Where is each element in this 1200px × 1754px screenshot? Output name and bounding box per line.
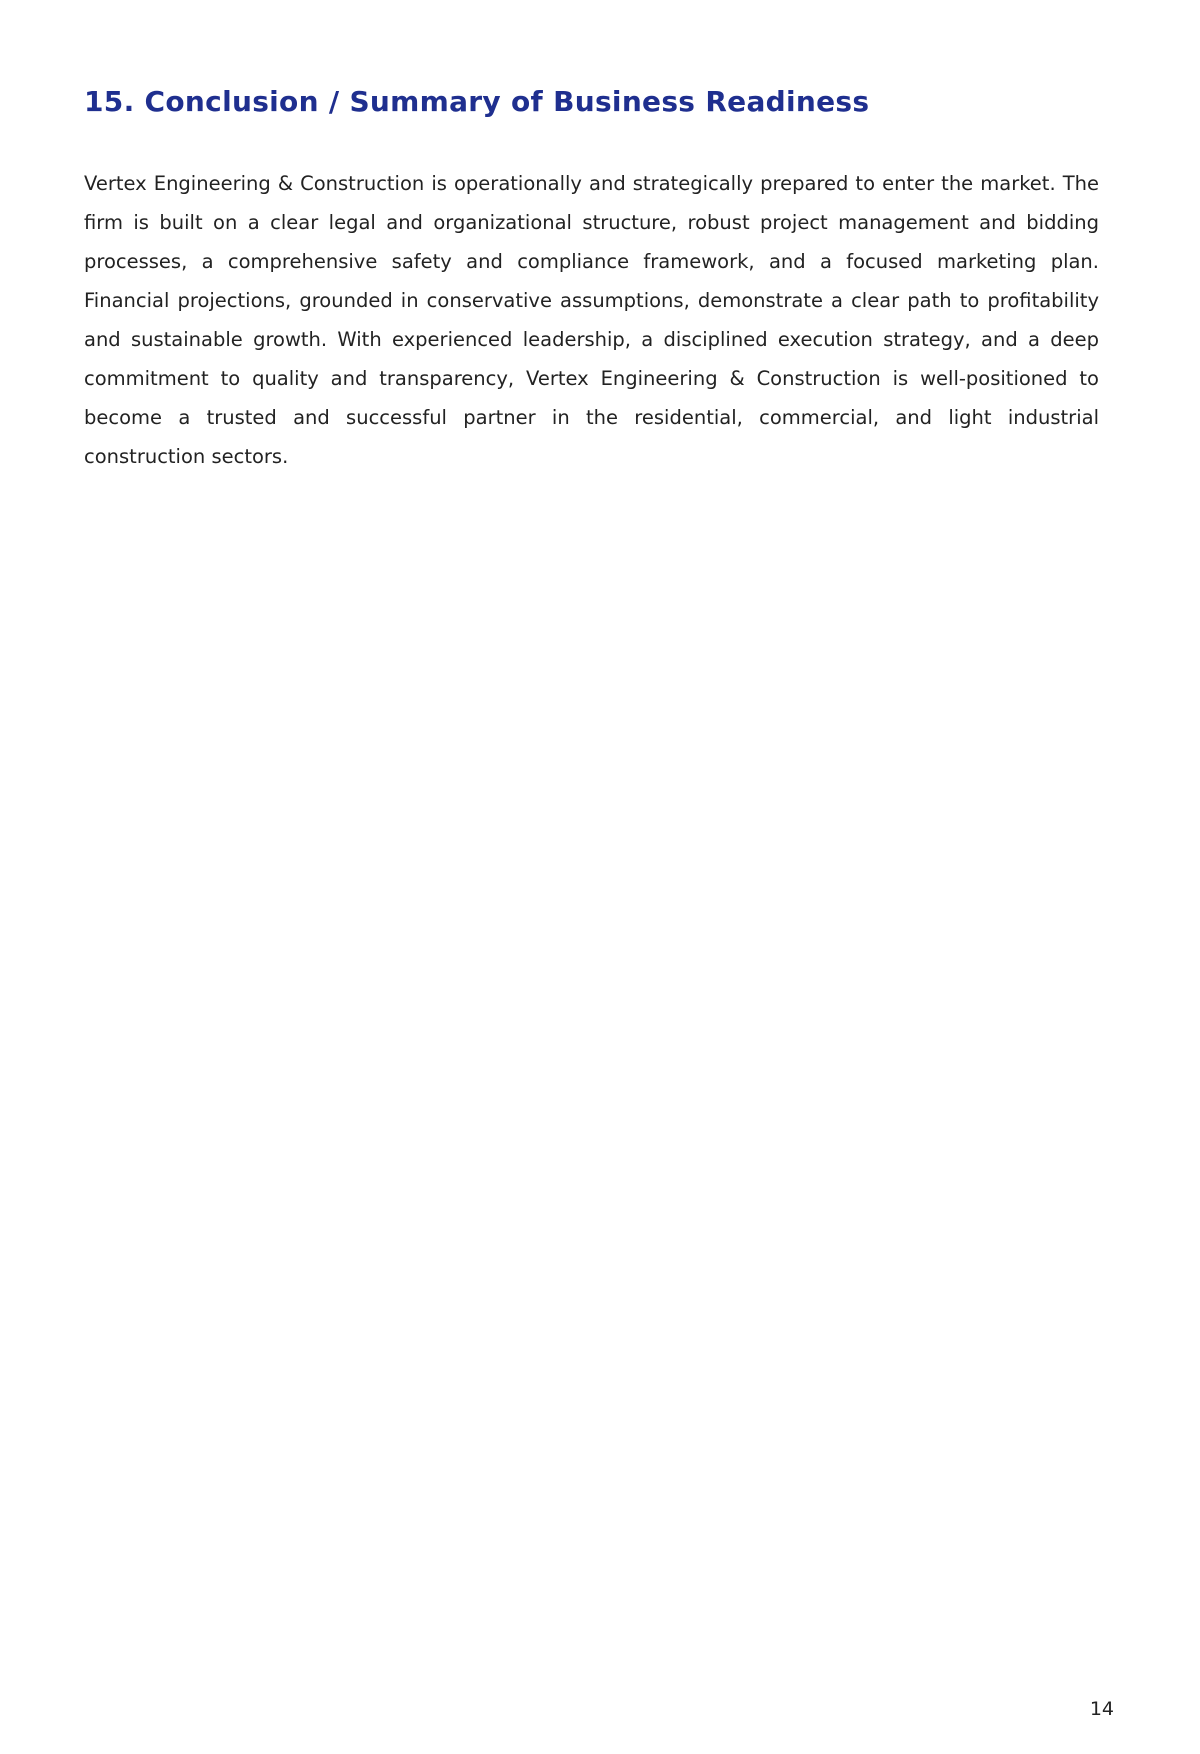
section-heading: 15. Conclusion / Summary of Business Readiness — [84, 85, 870, 118]
page-number: 14 — [1089, 1698, 1114, 1720]
conclusion-paragraph: Vertex Engineering & Construction is operationally and strategically prepared to enter the market. The firm is built on a clear legal and organizational structure, robust project management and bidding processes, a comprehensive safety and compliance framework, and a focused marketing plan. Financial projections, grounded in conservative assumptions, demonstrate a clear path to profitability and sustainable growth. With experienced leadership, a disciplined execution strategy, and a deep commitment to quality and transparency, Vertex Engineering & Construction is well-positioned to become a trusted and successful partner in the residential, commercial, and light industrial construction sectors. — [84, 172, 1099, 468]
